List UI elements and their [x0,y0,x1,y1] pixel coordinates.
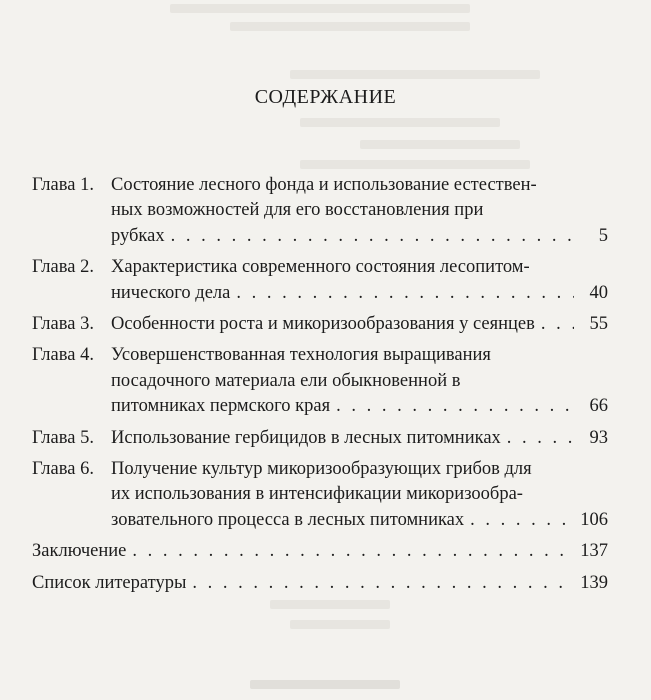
chapter-title-last-line [111,426,608,451]
bleed-through-line [170,4,470,13]
page-number: 66 [589,396,608,417]
chapter-title-last-line [111,394,608,419]
dot-leader [132,539,574,564]
bleed-through-line [290,70,540,79]
chapter-title-line: рубках [111,225,165,246]
chapter-label: Глава 3. [32,314,94,335]
chapter-title-line: ных возможностей для его восстановления при [111,200,484,221]
chapter-title-line: их использования в интенсификации микоризообра- [111,484,523,505]
page-number: 139 [580,572,608,593]
toc-entry-chapter-3 [32,312,608,337]
dot-leader [171,224,574,249]
bleed-through-line [300,118,500,127]
toc-entry-chapter-1 [32,173,608,249]
entry-line [32,539,608,564]
chapter-label: Глава 2. [32,257,94,278]
page-number: 40 [589,282,608,303]
chapter-title-last-line [111,224,608,249]
chapter-label: Глава 6. [32,459,94,480]
chapter-label: Глава 4. [32,345,94,366]
bleed-through-line [360,140,520,149]
toc-entry-chapter-2 [32,255,608,306]
dot-leader [541,312,574,337]
bleed-through-line [290,620,390,629]
chapter-title-line: Особенности роста и микоризообразования у сеянцев [111,314,535,335]
page-number: 106 [580,509,608,530]
toc-entry-chapter-4 [32,343,608,419]
bleed-through-line [250,680,400,689]
bleed-through-line [300,160,530,169]
chapter-title-line: Усовершенствованная технология выращивания [111,345,491,366]
entry-title: Список литературы [32,572,187,593]
chapter-title-line: нического дела [111,282,231,303]
dot-leader [470,508,574,533]
chapter-title-line: Состояние лесного фонда и использование естествен- [111,175,537,195]
chapter-title-line: посадочного материала ели обыкновенной в [111,370,461,391]
bleed-through-line [270,600,390,609]
dot-leader [507,426,574,451]
entry-title: Заключение [32,541,127,562]
page-number: 55 [589,314,608,335]
chapter-title-line: Получение культур микоризообразующих грибов для [111,459,532,480]
toc-entry-chapter-5 [32,426,608,451]
page-number: 93 [589,427,608,448]
chapter-title-last-line [111,281,608,306]
dot-leader [336,394,574,419]
entry-line [32,571,608,596]
table-of-contents [32,173,608,596]
dot-leader [192,571,574,596]
chapter-title-line: Использование гербицидов в лесных питомниках [111,427,501,448]
chapter-title-last-line [111,312,608,337]
chapter-title-line: зовательного процесса в лесных питомниках [111,509,465,530]
chapter-title-line: Характеристика современного состояния лесопитом- [111,257,530,278]
page-number: 5 [598,225,608,246]
dot-leader [236,281,574,306]
bleed-through-line [230,22,470,31]
chapter-title-last-line [111,508,608,533]
page-title: СОДЕРЖАНИЕ [254,86,397,108]
chapter-label: Глава 5. [32,427,94,448]
toc-entry-chapter-6 [32,457,608,533]
chapter-title-line: питомниках пермского края [111,396,331,417]
toc-entry-references [32,571,608,596]
toc-entry-conclusion [32,539,608,564]
page-number: 137 [580,541,608,562]
chapter-label: Глава 1. [32,175,94,195]
